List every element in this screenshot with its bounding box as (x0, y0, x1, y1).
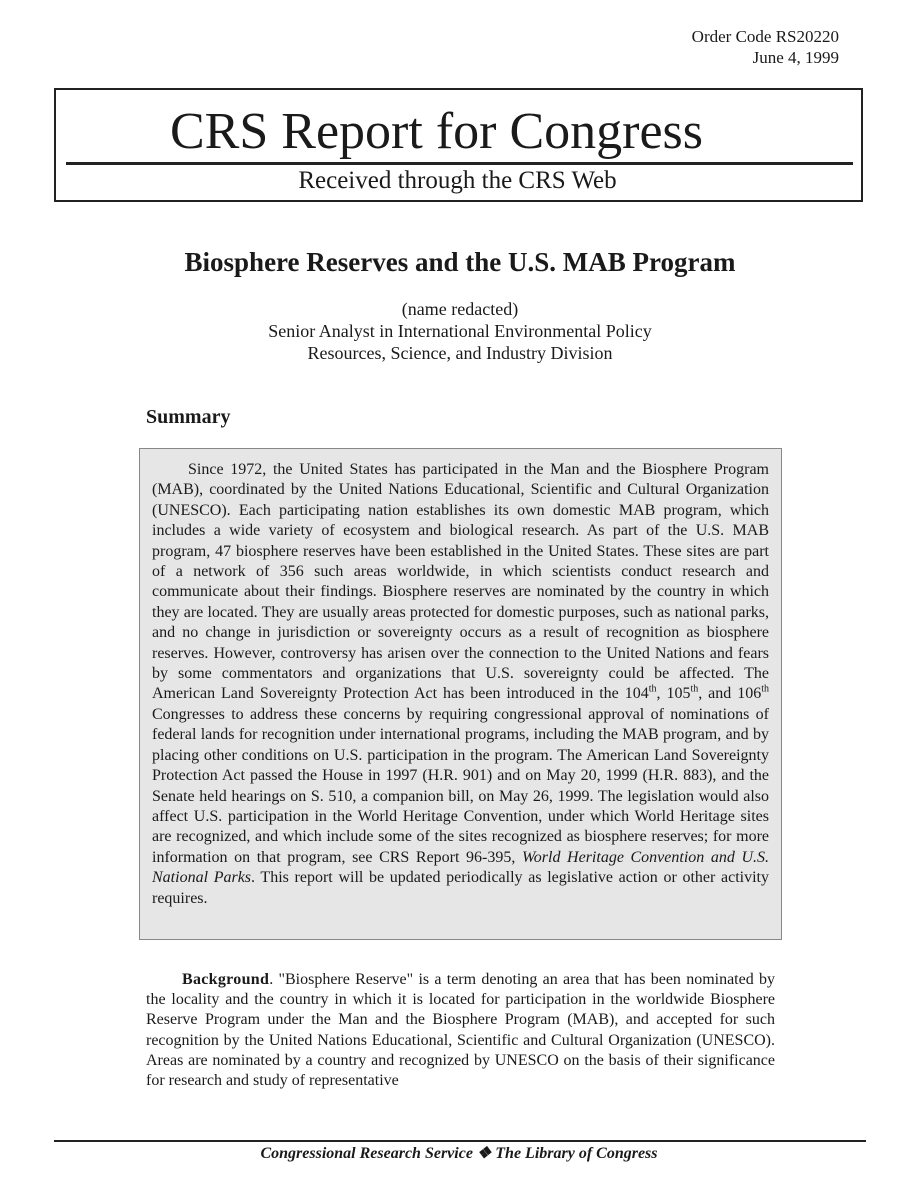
background-text: . "Biosphere Reserve" is a term denoting an area that has been nominated by the locality and the country in which it is located for participation in the worldwide Biosphere Reserve Program under the Man and the Biosphere Program (MAB), and accepted for such recognition by the United Nations Educational, Scientific and Cultural Organization (UNESCO). Areas are nominated by a country and recognized by UNESCO on the basis of their significance for research and study of representative (146, 971, 775, 1090)
background-label: Background (182, 971, 270, 988)
order-info (692, 26, 839, 68)
ordinal-suffix-106: th (761, 684, 770, 696)
author-position: Senior Analyst in International Environmental Policy (268, 321, 652, 341)
report-title-citation: World Heritage Convention and U.S. National Parks (152, 848, 769, 887)
background-section (146, 970, 775, 1091)
summary-text-part-1: Since 1972, the United States has participated in the Man and the Biosphere Program (MAB), coordinated by the United Nations Educational, Scientific and Cultural Organization (UNESCO). Each participating nation establishes its own domestic MAB program, which includes a wide variety of ecosystem and biological research. As part of the U.S. MAB program, 47 biosphere reserves have been established in the United States. These sites are part of a network of 356 such areas worldwide, in which scientists conduct research and communicate about their findings. Biosphere reserves are nominated by the country in which they are located. They are usually areas protected for domestic purposes, such as national parks, and no change in jurisdiction or sovereignty occurs as a result of recognition as biosphere reserves. However, controversy has arisen over the connection to the United Nations and fears by some commentators and organizations that U.S. sovereignty could be affected. The American Land Sovereignty Protection Act has been introduced in the (152, 461, 769, 703)
author-block (0, 298, 920, 364)
author-division: Resources, Science, and Industry Division (307, 343, 613, 363)
order-code: Order Code RS20220 (691, 27, 839, 46)
background-paragraph (146, 970, 775, 1091)
ordinal-suffix-105: th (690, 684, 699, 696)
summary-text-part-3: . This report will be updated periodically as legislative action or other activity requires. (152, 869, 770, 907)
banner-title: CRS Report for Congress (170, 103, 703, 160)
crs-banner (54, 88, 863, 202)
report-date: June 4, 1999 (752, 48, 839, 67)
separator-2: , and (698, 685, 738, 703)
ordinal-suffix-104: th (648, 684, 657, 696)
congress-106: 106 (737, 685, 762, 703)
separator-1: , (656, 685, 667, 703)
footer-divider (54, 1140, 866, 1142)
document-title: Biosphere Reserves and the U.S. MAB Program (184, 247, 736, 277)
summary-box (139, 448, 782, 940)
summary-paragraph (152, 460, 769, 909)
congress-105: 105 (666, 685, 691, 703)
summary-text-part-2: Congresses to address these concerns by requiring congressional approval of nominations of federal lands for recognition under international programs, including the MAB program, and by placing other conditions on U.S. participation in the program. The American Land Sovereignty Protection Act passed the House in 1997 (H.R. 901) and on May 20, 1999 (H.R. 883), and the Senate held hearings on S. 510, a companion bill, on May 26, 1999. The legislation would also affect U.S. participation in the World Heritage Convention, under which World Heritage sites are recognized, and which include some of the sites recognized as biosphere reserves; for more information on that program, see CRS Report 96-395, (152, 705, 769, 866)
banner-subtitle: Received through the CRS Web (298, 167, 617, 194)
footer-text: Congressional Research Service ❖ The Library of Congress (260, 1145, 658, 1162)
congress-104: 104 (624, 685, 649, 703)
banner-divider (66, 162, 853, 165)
author-name: (name redacted) (401, 299, 519, 319)
summary-heading: Summary (146, 406, 231, 428)
